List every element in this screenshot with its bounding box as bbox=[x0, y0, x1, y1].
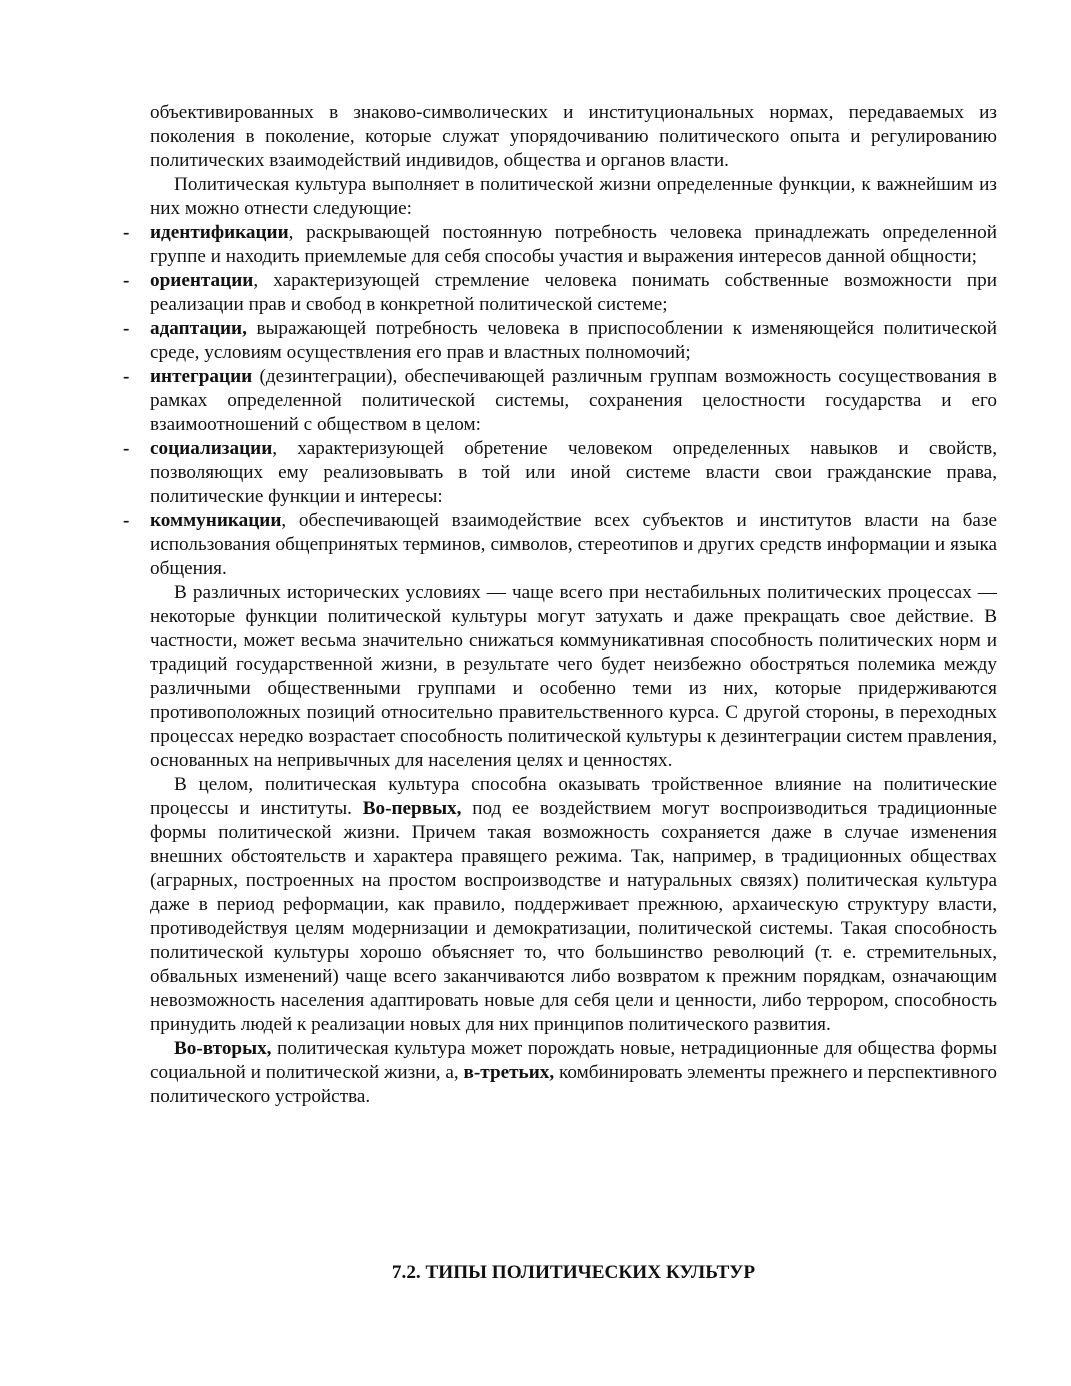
function-term: коммуникации bbox=[150, 510, 282, 531]
function-description: , характеризующей обретение человеком определенных навыков и свойств, позволяющих ему реализовывать в той или иной системе власти свои гражданские права, политические функции и интересы: bbox=[150, 438, 997, 507]
list-item bbox=[123, 365, 997, 437]
list-item bbox=[123, 509, 997, 581]
functions-intro-paragraph: Политическая культура выполняет в политической жизни определенные функции, к важнейшим из них можно отнести следующие: bbox=[150, 174, 997, 219]
final-paragraph bbox=[150, 1037, 997, 1109]
document-body bbox=[123, 101, 997, 1109]
firstly-emphasis: Во-первых, bbox=[362, 798, 462, 819]
influence-text-rest: под ее воздействием могут воспроизводиться традиционные формы политической жизни. Причем такая возможность сохраняется даже в случае изменения внешних обстоятельств и характера правящего режима. Так, например, в традиционных обществах (аграрных, построенных на простом воспроизводстве и натуральных связях) политическая культура даже в период реформации, как правило, поддерживает прежнюю, архаическую структуру власти, противодействуя целям модернизации и демократизации, политической системы. Такая способность политической культуры хорошо объясняет то, что большинство революций (т. е. стремительных, обвальных изменений) чаще всего заканчиваются либо возвратом к прежним порядкам, означающим невозможность населения адаптировать новые для себя цели и ценности, либо террором, способность принудить людей к реализации новых для них принципов политического развития. bbox=[150, 798, 997, 1035]
list-item bbox=[123, 437, 997, 509]
list-dash: - bbox=[123, 270, 130, 291]
functions-list bbox=[123, 221, 997, 581]
function-description: , обеспечивающей взаимодействие всех субъектов и институтов власти на базе использования общепринятых терминов, символов, стереотипов и других средств информации и языка общения. bbox=[150, 510, 997, 579]
function-term: идентификации bbox=[150, 222, 289, 243]
list-dash: - bbox=[123, 510, 130, 531]
list-dash: - bbox=[123, 222, 130, 243]
list-dash: - bbox=[123, 318, 130, 339]
list-dash: - bbox=[123, 366, 130, 387]
function-description: , характеризующей стремление человека понимать собственные возможности при реализации прав и свобод в конкретной политической системе; bbox=[150, 270, 997, 315]
intro-paragraph: объективированных в знаково-символических и институциональных нормах, передаваемых из поколения в поколение, которые служат упорядочиванию политического опыта и регулированию политических взаимодействий индивидов, общества и органов власти. bbox=[150, 102, 997, 171]
section-heading: 7.2. ТИПЫ ПОЛИТИЧЕСКИХ КУЛЬТУР bbox=[391, 1262, 756, 1283]
secondly-emphasis: Во-вторых, bbox=[174, 1038, 272, 1059]
list-dash: - bbox=[123, 438, 130, 459]
list-item bbox=[123, 269, 997, 317]
function-description: , раскрывающей постоянную потребность человека принадлежать определенной группе и находить приемлемые для себя способы участия и выражения интересов данной общности; bbox=[150, 222, 997, 267]
function-term: адаптации, bbox=[150, 318, 247, 339]
function-term: интеграции bbox=[150, 366, 253, 387]
historical-paragraph: В различных исторических условиях — чаще всего при нестабильных политических процессах — некоторые функции политической культуры могут затухать и даже прекращать свое действие. В частности, может весьма значительно снижаться коммуникативная способность политических норм и традиций государственной жизни, в результате чего будет неизбежно обостряться полемика между различными общественными группами и особенно теми из них, которые придерживаются противоположных позиций относительно правительственного курса. С другой стороны, в переходных процессах нередко возрастает способность политической культуры к дезинтеграции систем правления, основанных на непривычных для населения целях и ценностях. bbox=[150, 582, 997, 771]
influence-text-start: В целом, политическая культура способна оказывать тройственное влияние на политические процессы и институты. bbox=[150, 774, 997, 819]
final-text-end: комбинировать элементы прежнего и перспективного политического устройства. bbox=[150, 1062, 997, 1107]
list-item bbox=[123, 221, 997, 269]
function-term: ориентации bbox=[150, 270, 254, 291]
function-description: (дезинтеграции), обеспечивающей различным группам возможность сосуществования в рамках определенной политической системы, сохранения целостности государства и его взаимоотношений с обществом в целом: bbox=[150, 366, 997, 435]
final-text-middle: политическая культура может порождать новые, нетрадиционные для общества формы социальной и политической жизни, а, bbox=[150, 1038, 997, 1083]
influence-paragraph bbox=[150, 773, 997, 1037]
function-description: выражающей потребность человека в приспособлении к изменяющейся политической среде, условиям осуществления его прав и властных полномочий; bbox=[150, 318, 997, 363]
thirdly-emphasis: в-третьих, bbox=[463, 1062, 555, 1083]
list-item bbox=[123, 317, 997, 365]
function-term: социализации bbox=[150, 438, 273, 459]
